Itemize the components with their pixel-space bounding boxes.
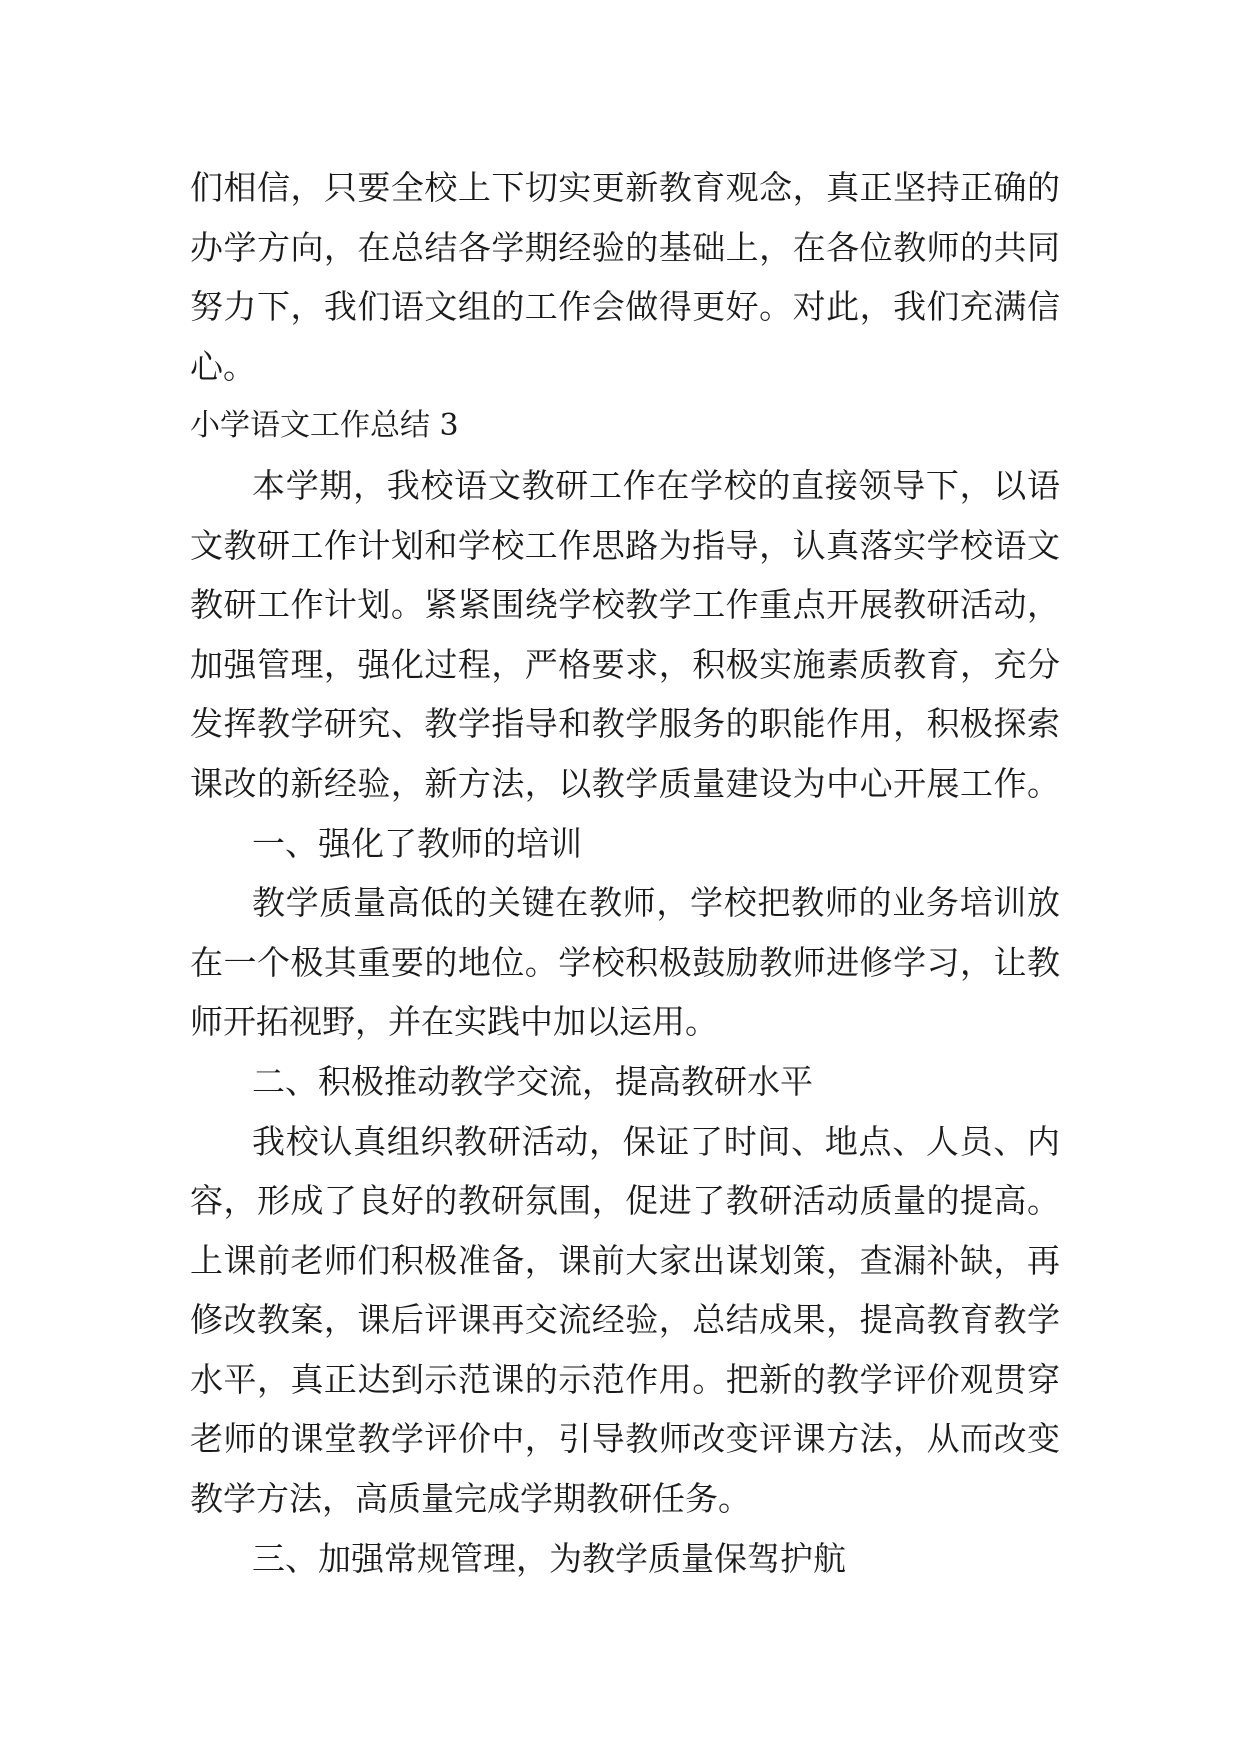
section-title: 小学语文工作总结 3 — [190, 408, 459, 444]
text-line: 发挥教学研究、教学指导和教学服务的职能作用，积极探索 — [190, 704, 1060, 744]
text-line: 三、加强常规管理，为教学质量保驾护航 — [252, 1538, 846, 1578]
document-body — [190, 158, 1060, 1588]
text-line: 心。 — [190, 346, 256, 386]
text-line: 教学质量高低的关键在教师，学校把教师的业务培训放 — [252, 883, 1060, 923]
text-line: 上课前老师们积极准备，课前大家出谋划策，查漏补缺，再 — [190, 1240, 1060, 1280]
text-line: 我校认真组织教研活动，保证了时间、地点、人员、内 — [252, 1121, 1060, 1161]
text-line: 办学方向，在总结各学期经验的基础上，在各位教师的共同 — [190, 227, 1060, 267]
text-line: 们相信，只要全校上下切实更新教育观念，真正坚持正确的 — [190, 168, 1060, 207]
text-line: 二、积极推动教学交流，提高教研水平 — [252, 1061, 813, 1101]
text-line: 教研工作计划。紧紧围绕学校教学工作重点开展教研活动， — [190, 585, 1060, 625]
text-line: 加强管理，强化过程，严格要求，积极实施素质教育，充分 — [190, 644, 1060, 684]
text-line: 努力下，我们语文组的工作会做得更好。对此，我们充满信 — [190, 287, 1060, 327]
text-line: 文教研工作计划和学校工作思路为指导，认真落实学校语文 — [190, 525, 1060, 565]
text-line: 水平，真正达到示范课的示范作用。把新的教学评价观贯穿 — [190, 1359, 1060, 1399]
text-line: 一、强化了教师的培训 — [252, 823, 582, 863]
text-line: 容，形成了良好的教研氛围，促进了教研活动质量的提高。 — [190, 1181, 1060, 1221]
text-line: 修改教案，课后评课再交流经验，总结成果，提高教育教学 — [190, 1300, 1060, 1340]
text-line: 老师的课堂教学评价中，引导教师改变评课方法，从而改变 — [190, 1419, 1060, 1459]
text-line: 教学方法，高质量完成学期教研任务。 — [190, 1479, 751, 1519]
text-line: 师开拓视野，并在实践中加以运用。 — [190, 1002, 718, 1042]
text-line: 本学期，我校语文教研工作在学校的直接领导下，以语 — [252, 465, 1060, 505]
text-line: 在一个极其重要的地位。学校积极鼓励教师进修学习，让教 — [190, 942, 1060, 982]
text-line: 课改的新经验，新方法，以教学质量建设为中心开展工作。 — [190, 763, 1060, 803]
